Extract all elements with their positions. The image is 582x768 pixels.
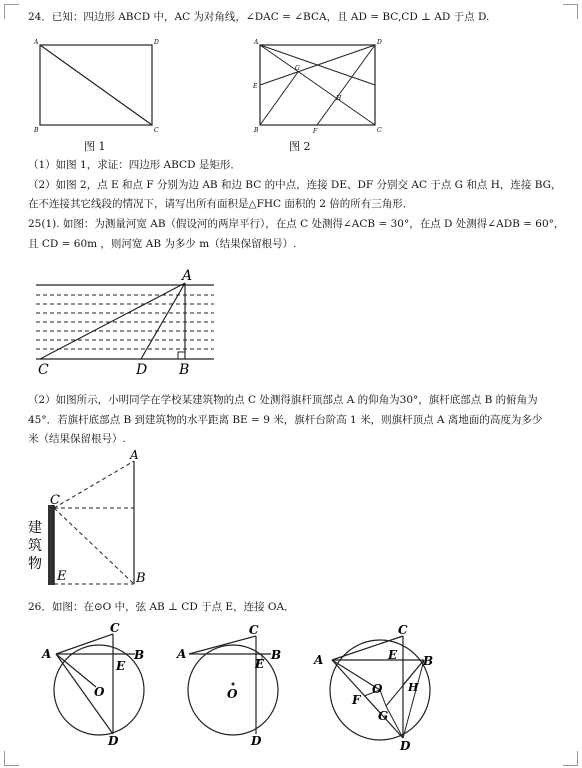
q24-figure-1 xyxy=(30,39,160,134)
fig1-label-c: C xyxy=(154,127,159,134)
svg-text:O: O xyxy=(94,685,105,699)
building-char-1: 建 xyxy=(28,520,42,536)
q26-circle-figure-1 xyxy=(36,622,156,752)
flag-label-b: B xyxy=(136,571,146,586)
svg-text:O: O xyxy=(372,682,383,696)
river-label-d: D xyxy=(136,362,148,378)
svg-text:D: D xyxy=(251,734,262,748)
svg-text:B: B xyxy=(271,648,282,662)
svg-text:C: C xyxy=(110,621,120,635)
svg-text:B: B xyxy=(423,654,434,668)
q26-circle-figure-3 xyxy=(310,620,450,755)
fig1-caption: 图 1 xyxy=(84,140,106,153)
svg-text:E: E xyxy=(116,659,126,673)
svg-text:C: C xyxy=(398,623,408,637)
svg-text:F: F xyxy=(313,128,318,135)
flag-label-e: E xyxy=(57,569,67,584)
q24-part2-line2: 在不连接其它线段的情况下，请写出所有面积是△FHC 面积的 2 倍的所有三角形． xyxy=(28,198,414,210)
building-char-3: 物 xyxy=(28,556,42,572)
svg-text:D: D xyxy=(108,734,119,748)
q24-figure-2 xyxy=(250,39,390,135)
svg-text:D: D xyxy=(377,39,382,46)
flag-label-a: A xyxy=(130,448,139,462)
q25-part2-line3: 米（结果保留根号）. xyxy=(28,433,126,445)
q24-stem: 24．已知：四边形 ABCD 中，AC 为对角线，∠DAC = ∠BCA，且 AD = BC,CD ⊥ AD 于点 D. xyxy=(28,11,490,23)
svg-text:O: O xyxy=(227,687,238,701)
svg-text:E: E xyxy=(253,83,258,90)
q25-part2-line1: （2）如图所示，小明同学在学校某建筑物的点 C 处测得旗杆顶部点 A 的仰角为30°，旗杆底部点 B 的俯角为 xyxy=(28,394,538,406)
svg-text:A: A xyxy=(42,647,52,661)
svg-text:C: C xyxy=(377,127,382,134)
river-label-a: A xyxy=(182,268,193,284)
q24-part1: （1）如图 1，求证：四边形 ABCD 是矩形． xyxy=(28,159,241,171)
svg-text:A: A xyxy=(177,647,187,661)
svg-text:B: B xyxy=(134,648,145,662)
svg-text:C: C xyxy=(249,623,259,637)
svg-text:D: D xyxy=(400,739,411,753)
building-char-2: 筑 xyxy=(28,538,42,554)
river-label-b: B xyxy=(179,362,190,378)
svg-text:B: B xyxy=(254,127,259,134)
crop-mark-bottom-right xyxy=(563,751,578,766)
q24-part2-line1: （2）如图 2，点 E 和点 F 分别为边 AB 和边 BC 的中点，连接 DE、DF 分别交 AC 于点 G 和点 H，连接 BG， xyxy=(28,179,562,191)
crop-mark-top-right xyxy=(563,4,578,19)
q25-river-figure xyxy=(28,268,218,378)
q26-stem: 26．如图：在⊙O 中，弦 AB ⊥ CD 于点 E，连接 OA． xyxy=(28,601,295,613)
svg-text:E: E xyxy=(388,648,398,662)
svg-text:H: H xyxy=(336,95,342,102)
svg-text:G: G xyxy=(378,709,389,723)
fig1-label-d: D xyxy=(154,39,159,46)
svg-text:A: A xyxy=(254,39,259,46)
crop-mark-bottom-left xyxy=(4,751,19,766)
fig1-label-a: A xyxy=(34,39,39,46)
crop-mark-top-left xyxy=(4,4,19,19)
q25-part1-line2: 且 CD = 60m ，则河宽 AB 为多少 m（结果保留根号）. xyxy=(28,238,297,250)
q25-part1-line1: 25(1). 如图：为测量河宽 AB（假设河的两岸平行），在点 C 处测得∠ACB = 30°，在点 D 处测得∠ADB = 60°， xyxy=(28,218,565,230)
river-label-c: C xyxy=(38,362,49,378)
q25-part2-line2: 45°．若旗杆底部点 B 到建筑物的水平距离 BE = 9 米，旗杆台阶高 1 米，则旗杆顶点 A 离地面的高度为多少 xyxy=(28,414,543,426)
q26-circle-figure-2 xyxy=(175,622,295,752)
svg-text:F: F xyxy=(352,693,361,707)
q25-flagpole-figure xyxy=(26,450,156,590)
svg-text:G: G xyxy=(295,65,300,72)
fig1-label-b: B xyxy=(34,127,39,134)
flag-label-c: C xyxy=(50,493,60,508)
fig2-caption: 图 2 xyxy=(289,140,311,153)
svg-text:A: A xyxy=(314,653,324,667)
svg-text:H: H xyxy=(408,681,419,694)
svg-text:E: E xyxy=(255,657,265,671)
